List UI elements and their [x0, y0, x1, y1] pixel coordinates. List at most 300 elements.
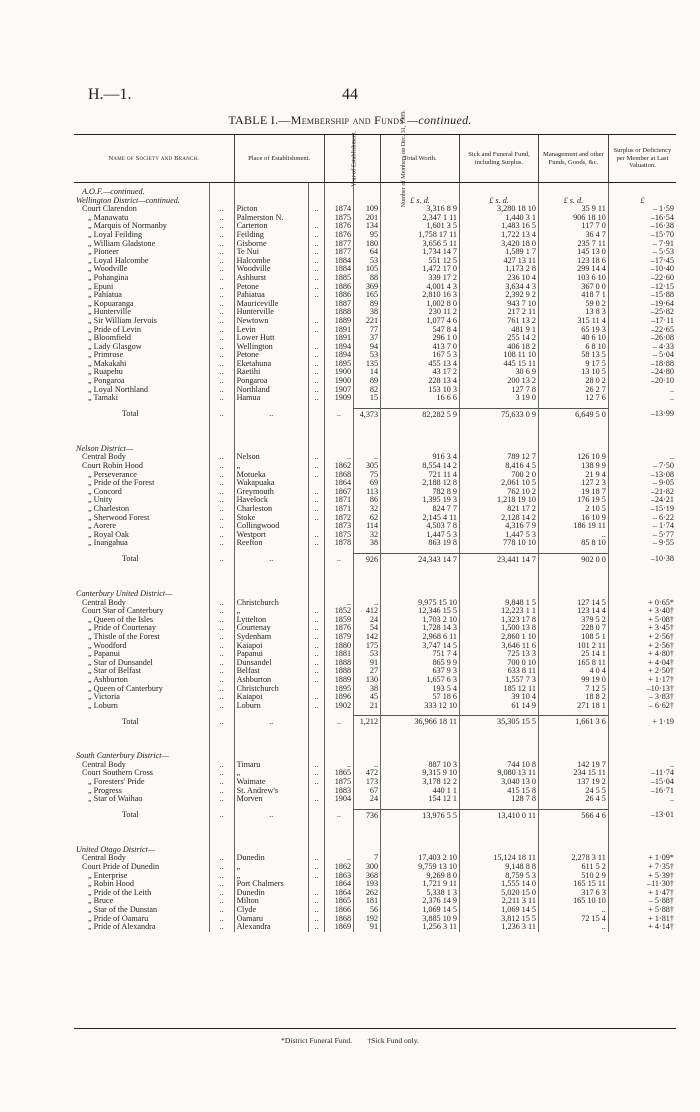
leader-dots: .. — [308, 915, 324, 924]
place: Clyde — [234, 906, 308, 915]
surplus: –15·88 — [608, 291, 676, 300]
surplus: –18·88 — [608, 360, 676, 369]
leader-dots: .. — [209, 676, 234, 685]
table-row — [74, 291, 676, 300]
spacer-cell — [608, 590, 676, 599]
year: 1891 — [324, 326, 353, 335]
spacer-cell — [308, 408, 324, 421]
total-management-funds: 566 4 6 — [538, 809, 608, 822]
branch-name: „ Pride of Oamaru — [88, 914, 149, 923]
spacer-cell — [538, 834, 608, 846]
bottom-rule — [74, 1028, 676, 1029]
branch-name: „ Lady Glasgow — [88, 342, 142, 351]
leader-dots: .. — [308, 872, 324, 881]
place: Christchurch — [234, 685, 308, 694]
table-row — [74, 863, 676, 872]
col-header-place: Place of Establishment. — [234, 135, 324, 183]
table-row — [74, 854, 676, 863]
total-worth: 36,966 18 11 — [381, 716, 460, 729]
surplus: –20·10 — [608, 377, 676, 386]
spacer-cell — [381, 752, 460, 761]
sick-fund: 725 13 3 — [460, 650, 539, 659]
year: 1877 — [324, 240, 353, 249]
year: 1873 — [324, 522, 353, 531]
members: 38 — [354, 539, 381, 548]
year: 1875 — [324, 531, 353, 540]
spacer-cell — [74, 433, 209, 445]
leader-dots: .. — [209, 787, 234, 796]
spacer-cell — [460, 590, 539, 599]
leader-dots: .. — [209, 386, 234, 395]
place: St. Andrew's — [234, 787, 308, 796]
members: .. — [354, 761, 381, 770]
management-funds: 101 2 11 — [538, 642, 608, 651]
spacer-row — [74, 421, 676, 433]
members: 221 — [354, 317, 381, 326]
total-worth: 1,077 4 6 — [381, 317, 460, 326]
place: Petone — [234, 283, 308, 292]
table-row — [74, 488, 676, 497]
management-funds: 127 2 3 — [538, 479, 608, 488]
sick-fund: 61 14 9 — [460, 702, 539, 711]
management-funds: 176 19 5 — [538, 496, 608, 505]
spacer-cell — [460, 188, 539, 197]
leader-dots: .. — [308, 514, 324, 523]
table-row — [74, 624, 676, 633]
place: Pongaroa — [234, 377, 308, 386]
table-row — [74, 769, 676, 778]
surplus: – 9·05 — [608, 479, 676, 488]
year: 1864 — [324, 880, 353, 889]
sick-fund: 236 10 4 — [460, 274, 539, 283]
spacer-cell — [538, 740, 608, 752]
sick-fund: 445 15 11 — [460, 360, 539, 369]
spacer-cell — [381, 740, 460, 752]
members: 53 — [354, 650, 381, 659]
spacer-cell — [324, 578, 353, 590]
spacer-cell — [354, 590, 381, 599]
units-cell — [354, 197, 381, 206]
management-funds: 36 4 7 — [538, 231, 608, 240]
year: 1896 — [324, 693, 353, 702]
leader-dots: .. — [308, 795, 324, 804]
total-management-funds: 1,661 3 6 — [538, 716, 608, 729]
year: 1886 — [324, 291, 353, 300]
place: Dunedin — [234, 889, 308, 898]
members: 130 — [354, 676, 381, 685]
place: Ashhurst — [234, 274, 308, 283]
subdistrict-heading-row — [74, 197, 676, 206]
branch-name: „ Pride of the Forest — [88, 479, 155, 488]
total-worth: 154 12 1 — [381, 795, 460, 804]
management-funds: 123 14 4 — [538, 607, 608, 616]
branch-name: „ Bloomfield — [88, 334, 131, 343]
surplus: – 5·53 — [608, 248, 676, 257]
spacer-cell — [538, 445, 608, 454]
members: 69 — [354, 479, 381, 488]
place: „ — [234, 462, 308, 471]
management-funds: 16 10 9 — [538, 514, 608, 523]
year: 1880 — [324, 642, 353, 651]
branch-name: „ Foresters' Pride — [88, 778, 145, 787]
surplus: + 0·65* — [608, 599, 676, 608]
spacer-cell — [234, 578, 308, 590]
table-row — [74, 650, 676, 659]
place: Milton — [234, 897, 308, 906]
surplus: – 7·91 — [608, 240, 676, 249]
leader-dots: .. — [308, 624, 324, 633]
year: 1865 — [324, 769, 353, 778]
surplus: + 3·45† — [608, 624, 676, 633]
total-worth: 3,885 10 9 — [381, 915, 460, 924]
leader-dots: .. — [209, 915, 234, 924]
year: 1888 — [324, 667, 353, 676]
leader-dots: .. — [234, 553, 308, 566]
total-worth: 57 18 6 — [381, 693, 460, 702]
subdistrict-heading-row — [74, 752, 676, 761]
table-title — [0, 113, 700, 128]
year: 1884 — [324, 265, 353, 274]
spacer-cell — [538, 578, 608, 590]
table-row — [74, 761, 676, 770]
table-row — [74, 702, 676, 711]
place: Levin — [234, 326, 308, 335]
spacer-cell — [460, 445, 539, 454]
table-row — [74, 633, 676, 642]
leader-dots: .. — [308, 702, 324, 711]
place: Nelson — [234, 453, 308, 462]
col-header-year: Year of Establishment. — [324, 135, 353, 183]
branch-name: Central Body — [82, 598, 126, 607]
branch-name: „ Perseverance — [88, 470, 137, 479]
place: Sydenham — [234, 633, 308, 642]
total-label: Total — [122, 409, 139, 419]
spacer-cell — [209, 740, 234, 752]
spacer-cell — [460, 846, 539, 855]
spacer-cell — [354, 188, 381, 197]
table-row — [74, 514, 676, 523]
management-funds: 142 19 7 — [538, 761, 608, 770]
leader-dots: .. — [209, 248, 234, 257]
sick-fund: 1,447 5 3 — [460, 531, 539, 540]
members: 32 — [354, 505, 381, 514]
management-funds: 299 14 4 — [538, 265, 608, 274]
table-row — [74, 795, 676, 804]
place: Stoke — [234, 514, 308, 523]
leader-dots: .. — [209, 496, 234, 505]
sick-fund: 415 15 8 — [460, 787, 539, 796]
leader-dots: .. — [209, 240, 234, 249]
total-worth: 865 9 9 — [381, 659, 460, 668]
sick-fund: 128 7 8 — [460, 795, 539, 804]
leader-dots: .. — [308, 863, 324, 872]
surplus: + 5·39† — [608, 872, 676, 881]
members: 135 — [354, 360, 381, 369]
leader-dots: .. — [308, 505, 324, 514]
branch-name: Court Pride of Dunedin — [82, 863, 160, 872]
leader-dots: .. — [308, 642, 324, 651]
spacer-cell — [381, 188, 460, 197]
spacer-cell — [381, 445, 460, 454]
management-funds: .. — [538, 906, 608, 915]
place: Hunterville — [234, 308, 308, 317]
branch-name: „ Ashburton — [88, 675, 128, 684]
place: Oamaru — [234, 915, 308, 924]
year: 1900 — [324, 368, 353, 377]
sick-fund: 789 12 7 — [460, 453, 539, 462]
leader-dots: .. — [209, 795, 234, 804]
total-worth: 339 17 2 — [381, 274, 460, 283]
spacer-cell — [608, 578, 676, 590]
surplus: –16·54 — [608, 214, 676, 223]
management-funds: 906 18 10 — [538, 214, 608, 223]
total-members: 4,373 — [354, 408, 381, 421]
leader-dots: .. — [209, 693, 234, 702]
units-cell — [324, 197, 353, 206]
leader-dots: .. — [209, 624, 234, 633]
spacer-cell — [538, 421, 608, 433]
place: Eketahuna — [234, 360, 308, 369]
members: 134 — [354, 222, 381, 231]
place: Carterton — [234, 222, 308, 231]
members: 472 — [354, 769, 381, 778]
members: 14 — [354, 368, 381, 377]
leader-dots: .. — [308, 923, 324, 932]
spacer-cell — [608, 566, 676, 578]
leader-dots: .. — [308, 386, 324, 395]
year: 1904 — [324, 795, 353, 804]
total-worth: 4,503 7 8 — [381, 522, 460, 531]
branch-name: „ Enterprise — [88, 871, 128, 880]
spacer-cell — [608, 740, 676, 752]
surplus: –16·71 — [608, 787, 676, 796]
table-row — [74, 326, 676, 335]
spacer-cell — [381, 846, 460, 855]
members: 27 — [354, 667, 381, 676]
members: 181 — [354, 897, 381, 906]
members: 82 — [354, 386, 381, 395]
branch-name: „ Concord — [88, 487, 122, 496]
spacer-cell — [234, 433, 308, 445]
management-funds: 103 6 10 — [538, 274, 608, 283]
place: Westport — [234, 531, 308, 540]
management-funds: 108 5 1 — [538, 633, 608, 642]
place: Collingwood — [234, 522, 308, 531]
leader-dots: .. — [209, 599, 234, 608]
total-worth: 455 13 4 — [381, 360, 460, 369]
members: 262 — [354, 889, 381, 898]
table-row — [74, 496, 676, 505]
table-row — [74, 308, 676, 317]
spacer-cell — [381, 433, 460, 445]
leader-dots: .. — [209, 872, 234, 881]
total-sick-fund: 23,441 14 7 — [460, 553, 539, 566]
leader-dots: .. — [324, 809, 353, 822]
leader-dots: .. — [308, 205, 324, 214]
members: 369 — [354, 283, 381, 292]
spacer-cell — [209, 834, 234, 846]
year: 1863 — [324, 872, 353, 881]
spacer-cell — [74, 578, 209, 590]
total-worth: 1,069 14 5 — [381, 906, 460, 915]
sick-fund: 255 14 2 — [460, 334, 539, 343]
table-row — [74, 522, 676, 531]
spacer-cell — [234, 566, 308, 578]
surplus: – 7·50 — [608, 462, 676, 471]
spacer-cell — [308, 728, 324, 740]
sick-fund: 761 13 2 — [460, 317, 539, 326]
district-heading: A.O.F.—continued. — [82, 188, 145, 196]
total-worth: 887 10 3 — [381, 761, 460, 770]
leader-dots: .. — [209, 351, 234, 360]
sick-fund: 1,722 13 4 — [460, 231, 539, 240]
sick-fund: 4,316 7 9 — [460, 522, 539, 531]
total-worth: 8,554 14 2 — [381, 462, 460, 471]
branch-name: Central Body — [82, 760, 126, 769]
place: Reefton — [234, 539, 308, 548]
total-worth: 3,178 12 2 — [381, 778, 460, 787]
spacer-cell — [381, 566, 460, 578]
spacer-cell — [381, 578, 460, 590]
table-row — [74, 360, 676, 369]
leader-dots: .. — [209, 334, 234, 343]
spacer-cell — [354, 834, 381, 846]
branch-name: „ Papanui — [88, 650, 121, 659]
table-row — [74, 676, 676, 685]
spacer-cell — [209, 445, 234, 454]
branch-name: Court Clarendon — [82, 205, 137, 214]
place: Gisborne — [234, 240, 308, 249]
place: Morven — [234, 795, 308, 804]
place: Woodville — [234, 265, 308, 274]
management-funds: 25 14 1 — [538, 650, 608, 659]
members: 305 — [354, 462, 381, 471]
spacer-cell — [308, 590, 324, 599]
year: 1900 — [324, 377, 353, 386]
table-row — [74, 915, 676, 924]
sick-fund: 762 10 2 — [460, 488, 539, 497]
members: 95 — [354, 231, 381, 240]
leader-dots: .. — [308, 462, 324, 471]
table-row — [74, 889, 676, 898]
members: 45 — [354, 693, 381, 702]
year: 1889 — [324, 317, 353, 326]
spacer-cell — [308, 740, 324, 752]
sick-fund: 1,323 17 8 — [460, 616, 539, 625]
branch-name: Central Body — [82, 854, 126, 863]
sick-fund: 39 10 4 — [460, 693, 539, 702]
place: Papanui — [234, 650, 308, 659]
spacer-cell — [324, 566, 353, 578]
surplus: + 7·35† — [608, 863, 676, 872]
total-worth: 193 5 4 — [381, 685, 460, 694]
place: „ — [234, 872, 308, 881]
total-worth: 9,315 9 10 — [381, 769, 460, 778]
table-row — [74, 607, 676, 616]
leader-dots: .. — [308, 360, 324, 369]
surplus: –16·38 — [608, 222, 676, 231]
total-label: Total — [122, 554, 139, 564]
members: 91 — [354, 659, 381, 668]
management-funds: 165 15 11 — [538, 880, 608, 889]
sick-fund: 15,124 18 11 — [460, 854, 539, 863]
spacer-cell — [608, 822, 676, 834]
leader-dots: .. — [308, 265, 324, 274]
leader-dots: .. — [209, 308, 234, 317]
total-worth: 228 13 4 — [381, 377, 460, 386]
leader-dots: .. — [308, 222, 324, 231]
members: 24 — [354, 616, 381, 625]
total-worth: 13,976 5 5 — [381, 809, 460, 822]
leader-dots: .. — [209, 616, 234, 625]
table-row — [74, 539, 676, 548]
place: „ — [234, 769, 308, 778]
spacer-cell — [538, 846, 608, 855]
table-row — [74, 222, 676, 231]
management-funds: 26 2 7 — [538, 386, 608, 395]
management-funds: 271 18 1 — [538, 702, 608, 711]
branch-name: „ William Gladstone — [88, 239, 156, 248]
total-worth: 1,601 3 5 — [381, 222, 460, 231]
surplus: –24·80 — [608, 368, 676, 377]
leader-dots — [308, 685, 324, 694]
spacer-cell — [354, 752, 381, 761]
year: 1852 — [324, 607, 353, 616]
total-worth: 2,188 12 8 — [381, 479, 460, 488]
total-worth: 2,810 16 3 — [381, 291, 460, 300]
branch-name: „ Loyal Feilding — [88, 230, 143, 239]
management-funds: 85 8 10 — [538, 539, 608, 548]
spacer-cell — [308, 188, 324, 197]
management-funds: 59 0 2 — [538, 300, 608, 309]
year: .. — [324, 599, 353, 608]
total-worth: 782 8 9 — [381, 488, 460, 497]
surplus: –10·40 — [608, 265, 676, 274]
table-row — [74, 787, 676, 796]
subdistrict-heading-row — [74, 445, 676, 454]
sick-fund: 9,080 13 11 — [460, 769, 539, 778]
year: 1868 — [324, 471, 353, 480]
place: Timaru — [234, 761, 308, 770]
year: 1866 — [324, 906, 353, 915]
leader-dots — [308, 522, 324, 531]
sick-fund: 700 0 10 — [460, 659, 539, 668]
leader-dots: .. — [308, 377, 324, 386]
spacer-cell — [354, 421, 381, 433]
surplus: –11·30† — [608, 880, 676, 889]
branch-name: „ Kopuaranga — [88, 299, 134, 308]
management-funds: 24 5 5 — [538, 787, 608, 796]
branch-name: „ Woodville — [88, 265, 128, 274]
year: 1888 — [324, 308, 353, 317]
place: Kaiapoi — [234, 642, 308, 651]
leader-dots: .. — [209, 214, 234, 223]
spacer-cell — [460, 752, 539, 761]
management-funds: 7 12 5 — [538, 685, 608, 694]
total-worth: 440 1 1 — [381, 787, 460, 796]
sick-fund: 8,416 4 5 — [460, 462, 539, 471]
leader-dots: .. — [308, 453, 324, 462]
leader-dots: .. — [308, 257, 324, 266]
surplus: + 1·47† — [608, 889, 676, 898]
place: Waimate — [234, 778, 308, 787]
total-management-funds: 902 0 0 — [538, 553, 608, 566]
management-funds: 234 15 11 — [538, 769, 608, 778]
page-number: 44 — [342, 86, 358, 103]
spacer-cell — [608, 752, 676, 761]
branch-name: „ Bruce — [88, 897, 114, 906]
sick-fund: 5,020 15 0 — [460, 889, 539, 898]
